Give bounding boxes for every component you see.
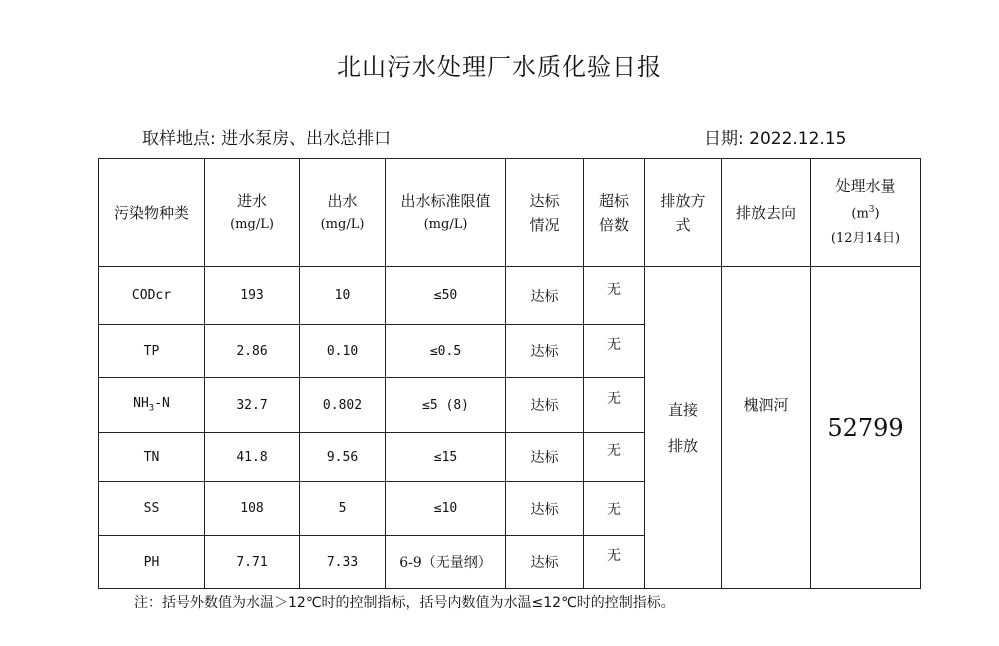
effluent-cell: 0.802: [300, 378, 386, 433]
influent-cell: 193: [205, 267, 300, 325]
report-date: 日期: 2022.12.15: [704, 129, 847, 149]
influent-cell: 108: [205, 482, 300, 536]
compliance-cell: 达标: [506, 378, 584, 433]
header-influent: 进水 (mg/L): [205, 159, 300, 267]
header-limit: 出水标准限值 (mg/L): [386, 159, 506, 267]
exceed-cell: 无: [584, 325, 645, 378]
compliance-cell: 达标: [506, 325, 584, 378]
effluent-cell: 9.56: [300, 433, 386, 482]
influent-cell: 32.7: [205, 378, 300, 433]
compliance-cell: 达标: [506, 267, 584, 325]
limit-cell: ≤10: [386, 482, 506, 536]
effluent-cell: 0.10: [300, 325, 386, 378]
discharge-destination-cell: 槐泗河: [722, 267, 811, 589]
discharge-method-cell: 直接 排放: [645, 267, 722, 589]
limit-cell: ≤5 (8): [386, 378, 506, 433]
treated-volume-cell: 52799: [811, 267, 921, 589]
limit-cell: ≤0.5: [386, 325, 506, 378]
pollutant-cell: SS: [99, 482, 205, 536]
table-header-row: [99, 159, 921, 267]
header-exceed: 超标 倍数: [584, 159, 645, 267]
pollutant-cell: TP: [99, 325, 205, 378]
exceed-cell: 无: [584, 378, 645, 433]
exceed-cell: 无: [584, 267, 645, 325]
header-volume: 处理水量 $(m^3)$ (12月14日): [811, 159, 921, 267]
water-quality-table: [98, 158, 921, 589]
compliance-cell: 达标: [506, 433, 584, 482]
limit-cell: 6-9（无量纲）: [386, 536, 506, 589]
effluent-cell: 5: [300, 482, 386, 536]
sample-location: 取样地点: 进水泵房、出水总排口: [142, 129, 392, 149]
pollutant-cell: $NH_3-N$: [99, 378, 205, 433]
pollutant-cell: TN: [99, 433, 205, 482]
header-destination: 排放去向: [722, 159, 811, 267]
effluent-cell: 7.33: [300, 536, 386, 589]
pollutant-cell: CODcr: [99, 267, 205, 325]
header-method: 排放方 式: [645, 159, 722, 267]
exceed-cell: 无: [584, 433, 645, 482]
table-row: [99, 267, 921, 325]
effluent-cell: 10: [300, 267, 386, 325]
header-pollutant: 污染物种类: [99, 159, 205, 267]
influent-cell: 7.71: [205, 536, 300, 589]
footnote: 注：括号外数值为水温＞12℃时的控制指标，括号内数值为水温≤12℃时的控制指标。: [134, 595, 675, 611]
header-effluent: 出水 (mg/L): [300, 159, 386, 267]
influent-cell: 41.8: [205, 433, 300, 482]
header-compliance: 达标 情况: [506, 159, 584, 267]
report-title: 北山污水处理厂水质化验日报: [337, 53, 662, 81]
exceed-cell: 无: [584, 482, 645, 536]
compliance-cell: 达标: [506, 536, 584, 589]
exceed-cell: 无: [584, 536, 645, 589]
limit-cell: ≤50: [386, 267, 506, 325]
compliance-cell: 达标: [506, 482, 584, 536]
limit-cell: ≤15: [386, 433, 506, 482]
pollutant-cell: PH: [99, 536, 205, 589]
influent-cell: 2.86: [205, 325, 300, 378]
